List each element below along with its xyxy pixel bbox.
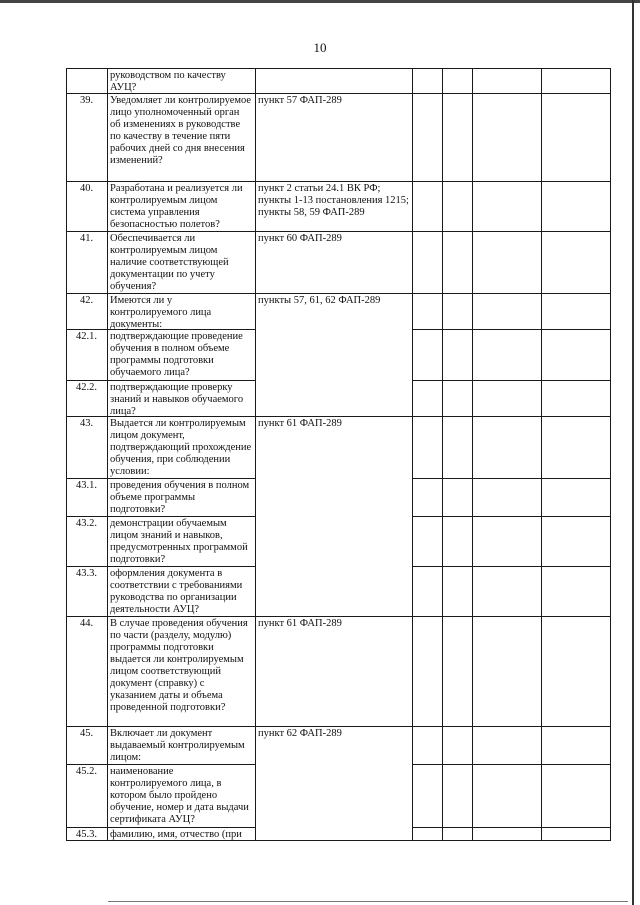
item-question: руководством по качеству АУЦ? [110,70,226,93]
item-number: 39. [79,95,94,106]
row-border [412,516,611,517]
scan-bottom-edge [108,901,628,902]
item-question: демонстрации обучаемым лицом знаний и навыков, предусмотренных программой подготовки? [110,518,248,565]
row-border [66,380,255,381]
item-question: оформления документа в соответствии с требованиями руководства по организации деятельности АУЦ? [110,568,243,615]
row-border [66,516,255,517]
row-border [66,566,255,567]
row-border [412,827,611,828]
item-question: Разработана и реализуется ли контролируемым лицом система управления безопасностью полетов? [110,183,243,230]
row-border [66,764,255,765]
column-border [610,68,611,840]
row-border [66,231,611,232]
item-legal-reference: пункт 61 ФАП-289 [258,418,342,429]
item-legal-reference: пункт 2 статьи 24.1 ВК РФ; пункты 1-13 постановления 1215; пункты 58, 59 ФАП-289 [258,183,409,218]
item-question: Выдается ли контролируемым лицом документ, подтверждающий прохождение обучения, при соблюдении условии: [110,418,252,477]
item-legal-reference: пункты 57, 61, 62 ФАП-289 [258,295,381,306]
row-border [66,293,611,294]
item-number: 43.1. [76,480,97,491]
item-number: 43.2. [76,518,97,529]
item-number: 42.2. [76,382,97,393]
column-border [107,68,108,840]
item-legal-reference: пункт 60 ФАП-289 [258,233,342,244]
row-border [66,827,255,828]
item-question: Уведомляет ли контролируемое лицо уполномоченный орган об изменениях в руководстве по качеству в течение пяти рабочих дней со дня внесения изменений? [110,95,252,166]
item-number: 45. [79,728,94,739]
column-border [541,68,542,840]
column-border [412,68,413,840]
item-legal-reference: пункт 62 ФАП-289 [258,728,342,739]
item-number: 45.3. [76,829,97,840]
item-legal-reference: пункт 57 ФАП-289 [258,95,342,106]
column-border [442,68,443,840]
row-border [66,181,611,182]
item-number: 42. [79,295,94,306]
item-question: В случае проведения обучения по части (разделу, модулю) программы подготовки выдается ли контролируемым лицом соответствующий документ (справку) с указанием даты и объема проведенной подготовки? [110,618,248,713]
row-border [66,616,611,617]
item-number: 43.3. [76,568,97,579]
item-legal-reference: пункт 61 ФАП-289 [258,618,342,629]
row-border [412,764,611,765]
row-border [66,478,255,479]
item-question: подтверждающие проверку знаний и навыков обучаемого лица? [110,382,244,417]
row-border [412,478,611,479]
column-border [472,68,473,840]
item-question: Обеспечивается ли контролируемым лицом наличие соответствующей документации по учету обучения? [110,233,229,292]
row-border [66,726,611,727]
item-number: 44. [79,618,94,629]
item-question: Включает ли документ выдаваемый контролируемым лицом: [110,728,245,763]
item-question: наименование контролируемого лица, в котором было пройдено обучение, номер и дата выдачи сертификата АУЦ? [110,766,249,825]
item-question: подтверждающие проведение обучения в полном объеме программы подготовки обучаемого лица? [110,331,243,378]
row-border [412,566,611,567]
row-border [412,380,611,381]
row-border [412,329,611,330]
item-number: 43. [79,418,94,429]
item-number: 41. [79,233,94,244]
item-number: 45.2. [76,766,97,777]
row-border [66,68,611,69]
item-number: 42.1. [76,331,97,342]
item-question: проведения обучения в полном объеме программы подготовки? [110,480,250,515]
page-number: 10 [313,40,327,55]
item-number: 40. [79,183,94,194]
item-question: фамилию, имя, отчество (при [110,829,242,840]
column-border [255,68,256,840]
item-question: Имеются ли у контролируемого лица документы: [110,295,212,330]
